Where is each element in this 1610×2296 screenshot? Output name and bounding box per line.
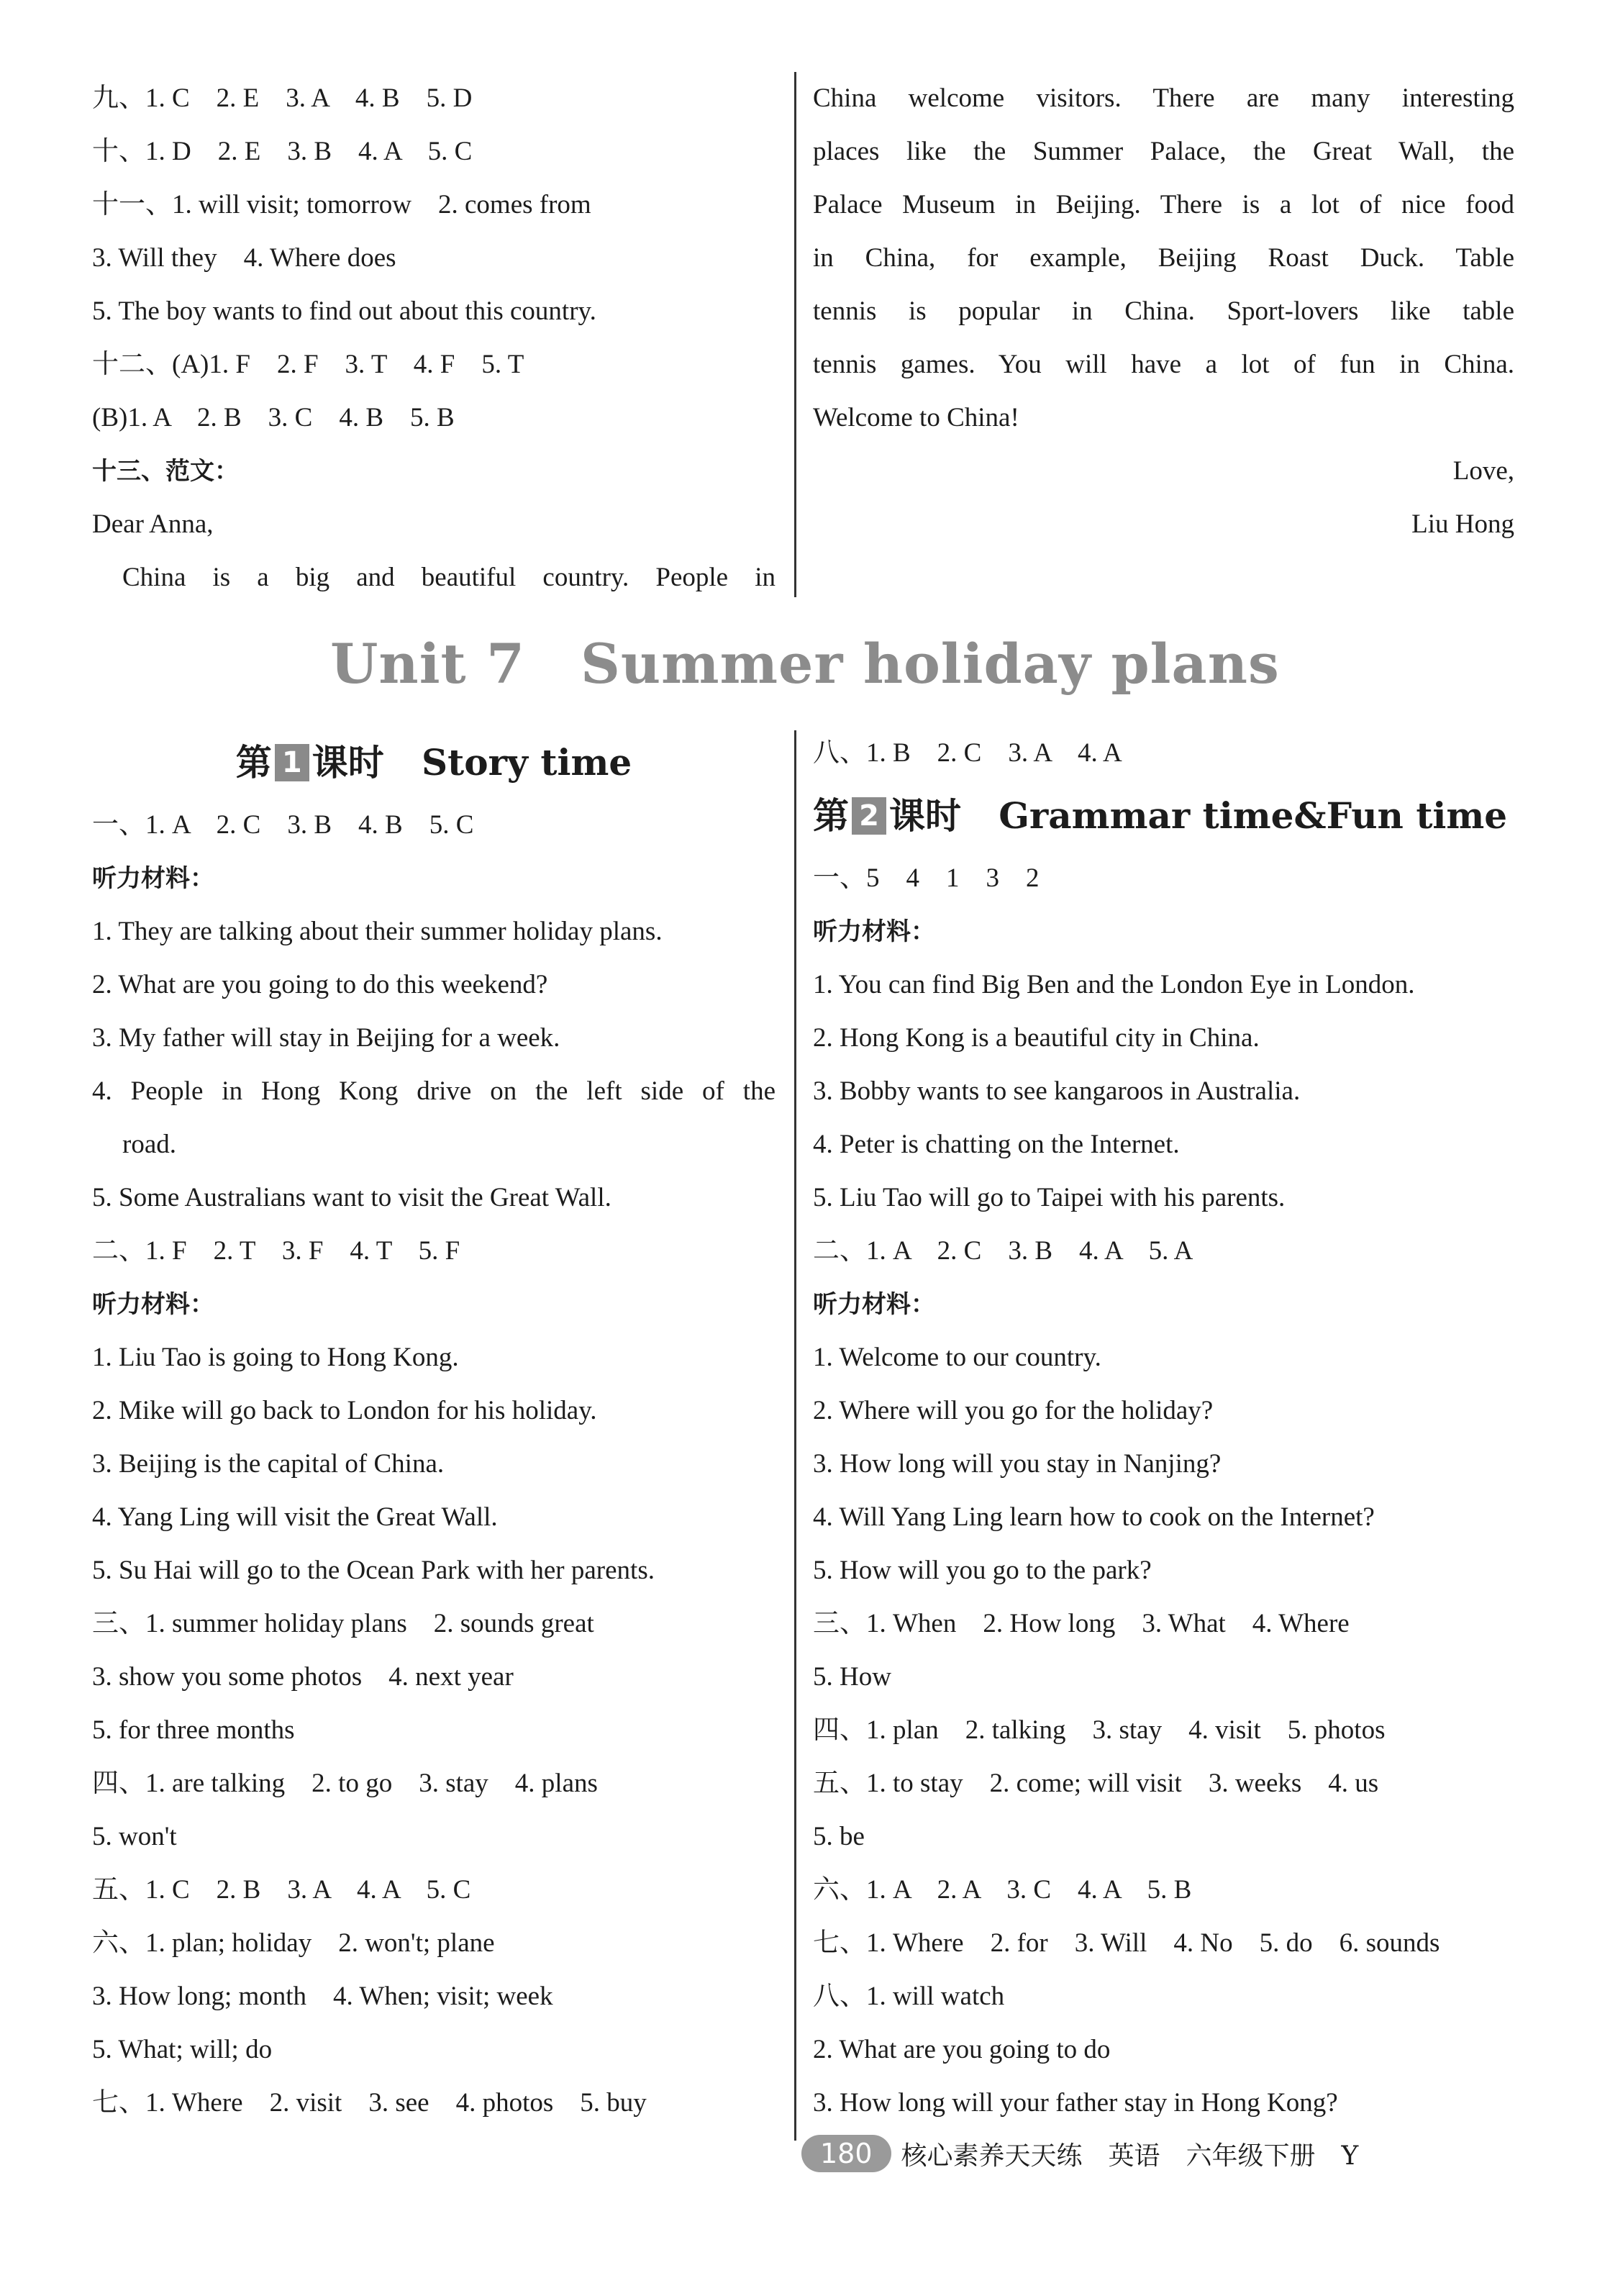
answer-line: 十二、(A)1. F 2. F 3. T 4. F 5. T xyxy=(92,350,524,379)
answer-line: 四、1. plan 2. talking 3. stay 4. visit 5. photos xyxy=(813,1715,1386,1745)
answer-line: 2. What are you going to do xyxy=(813,2035,1111,2064)
answer-line: 4. Peter is chatting on the Internet. xyxy=(813,1130,1180,1159)
answer-line: 1. You can find Big Ben and the London Eye in London. xyxy=(813,970,1415,999)
sample-letter-continued xyxy=(813,72,1514,551)
answer-line: 3. Bobby wants to see kangaroos in Australia. xyxy=(813,1076,1301,1106)
answer-line: 六、1. A 2. A 3. C 4. A 5. B xyxy=(813,1875,1192,1905)
answer-line: 3. Will they 4. Where does xyxy=(92,243,396,273)
answer-line: 5. be xyxy=(813,1822,865,1851)
answer-line: 1. They are talking about their summer holiday plans. xyxy=(92,917,663,946)
answer-line: 2. Where will you go for the holiday? xyxy=(813,1396,1214,1425)
lesson-1-column xyxy=(92,727,776,2130)
answer-line: China welcome visitors. There are many interesting xyxy=(813,83,1514,113)
answer-line: 听力材料： xyxy=(92,1290,214,1319)
answer-line: places like the Summer Palace, the Great Wall, the xyxy=(813,137,1514,166)
lesson-2-heading xyxy=(813,780,1514,852)
answer-line: Dear Anna, xyxy=(92,509,214,539)
answer-line: tennis is popular in China. Sport-lovers like table xyxy=(813,296,1514,326)
answer-line: 八、1. will watch xyxy=(813,1982,1005,2011)
answer-line: 五、1. C 2. B 3. A 4. A 5. C xyxy=(92,1875,471,1905)
answer-line: 5. Liu Tao will go to Taipei with his parents. xyxy=(813,1183,1286,1212)
lesson-word: 课时 xyxy=(889,794,961,837)
lesson-2-column xyxy=(813,727,1514,2130)
answer-line: road. xyxy=(122,1130,176,1159)
answer-line: 3. My father will stay in Beijing for a week. xyxy=(92,1023,560,1053)
answer-line: 5. The boy wants to find out about this country. xyxy=(92,296,596,326)
answer-line: 二、1. F 2. T 3. F 4. T 5. F xyxy=(92,1236,460,1266)
lesson-title: Grammar time&Fun time xyxy=(999,794,1508,837)
book-title: 核心素养天天练 英语 六年级下册 Y xyxy=(901,2141,1359,2171)
answer-line: 3. Beijing is the capital of China. xyxy=(92,1449,445,1479)
answer-line: 3. How long; month 4. When; visit; week xyxy=(92,1982,553,2011)
answer-line: 九、1. C 2. E 3. A 4. B 5. D xyxy=(92,83,473,113)
answer-line: 二、1. A 2. C 3. B 4. A 5. A xyxy=(813,1236,1193,1266)
answer-line: 七、1. Where 2. visit 3. see 4. photos 5. buy xyxy=(92,2088,647,2118)
column-divider xyxy=(794,72,796,597)
answer-line: in China, for example, Beijing Roast Duck. Table xyxy=(813,243,1514,273)
column-divider xyxy=(794,730,796,2141)
lesson-prefix: 第 xyxy=(813,794,849,837)
answer-line: 5. Su Hai will go to the Ocean Park with her parents. xyxy=(92,1556,655,1585)
answer-line: Love, xyxy=(1452,456,1514,486)
answer-line: Liu Hong xyxy=(1411,509,1514,539)
answer-line: 1. Liu Tao is going to Hong Kong. xyxy=(92,1343,459,1372)
lesson-number-badge: 1 xyxy=(275,744,309,781)
answer-line: 2. Hong Kong is a beautiful city in China. xyxy=(813,1023,1260,1053)
answer-line: 八、1. B 2. C 3. A 4. A xyxy=(813,738,1122,768)
answer-line: 5. How xyxy=(813,1662,891,1692)
page-number: 180 xyxy=(801,2135,891,2172)
answer-line: 5. Some Australians want to visit the Great Wall. xyxy=(92,1183,611,1212)
lesson-1-answers-end xyxy=(813,727,1514,780)
answer-line: (B)1. A 2. B 3. C 4. B 5. B xyxy=(92,403,455,432)
answer-line: Welcome to China! xyxy=(813,403,1019,432)
answer-line: 五、1. to stay 2. come; will visit 3. weeks 4. us xyxy=(813,1769,1379,1798)
answer-line: 听力材料： xyxy=(813,1290,935,1319)
answer-line: 一、5 4 1 3 2 xyxy=(813,863,1040,893)
answer-line: 5. for three months xyxy=(92,1715,295,1745)
answer-line: 1. Welcome to our country. xyxy=(813,1343,1101,1372)
answer-line: 4. Will Yang Ling learn how to cook on the Internet? xyxy=(813,1502,1375,1532)
lesson-1-answers xyxy=(92,799,776,2130)
answer-line: China is a big and beautiful country. People in xyxy=(122,563,776,592)
lesson-1-heading xyxy=(92,727,776,799)
lesson-number-badge: 2 xyxy=(852,797,886,835)
lesson-prefix: 第 xyxy=(235,741,272,784)
lesson-2-answers xyxy=(813,852,1514,2130)
answer-line: 听力材料： xyxy=(813,917,935,946)
answer-line: 三、1. When 2. How long 3. What 4. Where xyxy=(813,1609,1350,1638)
answer-line: 七、1. Where 2. for 3. Will 4. No 5. do 6. sounds xyxy=(813,1928,1440,1958)
answer-line: 十三、范文： xyxy=(92,457,239,486)
answer-line: Palace Museum in Beijing. There is a lot of nice food xyxy=(813,190,1514,219)
answer-line: 2. What are you going to do this weekend? xyxy=(92,970,548,999)
answer-line: 十、1. D 2. E 3. B 4. A 5. C xyxy=(92,137,473,166)
answer-line: 十一、1. will visit; tomorrow 2. comes from xyxy=(92,190,591,219)
page-footer xyxy=(801,2128,1358,2179)
answer-line: 四、1. are talking 2. to go 3. stay 4. plans xyxy=(92,1769,598,1798)
answer-line: 3. show you some photos 4. next year xyxy=(92,1662,514,1692)
answer-line: 听力材料： xyxy=(92,864,214,893)
lesson-word: 课时 xyxy=(311,741,384,784)
answer-line: 2. Mike will go back to London for his holiday. xyxy=(92,1396,597,1425)
answers-top-left xyxy=(92,72,776,604)
answer-line: 3. How long will your father stay in Hong Kong? xyxy=(813,2088,1338,2118)
answer-line: 4. People in Hong Kong drive on the left side of the xyxy=(92,1076,776,1106)
answer-line: 5. What; will; do xyxy=(92,2035,273,2064)
lesson-title: Story time xyxy=(422,741,632,784)
unit-title: Unit 7 Summer holiday plans xyxy=(330,632,1280,696)
answer-line: 3. How long will you stay in Nanjing? xyxy=(813,1449,1222,1479)
answer-line: 三、1. summer holiday plans 2. sounds great xyxy=(92,1609,594,1638)
answer-line: 4. Yang Ling will visit the Great Wall. xyxy=(92,1502,498,1532)
answer-line: 5. won't xyxy=(92,1822,177,1851)
answer-line: 5. How will you go to the park? xyxy=(813,1556,1152,1585)
answer-line: 一、1. A 2. C 3. B 4. B 5. C xyxy=(92,810,474,840)
answer-line: tennis games. You will have a lot of fun in China. xyxy=(813,350,1514,379)
answer-line: 六、1. plan; holiday 2. won't; plane xyxy=(92,1928,495,1958)
